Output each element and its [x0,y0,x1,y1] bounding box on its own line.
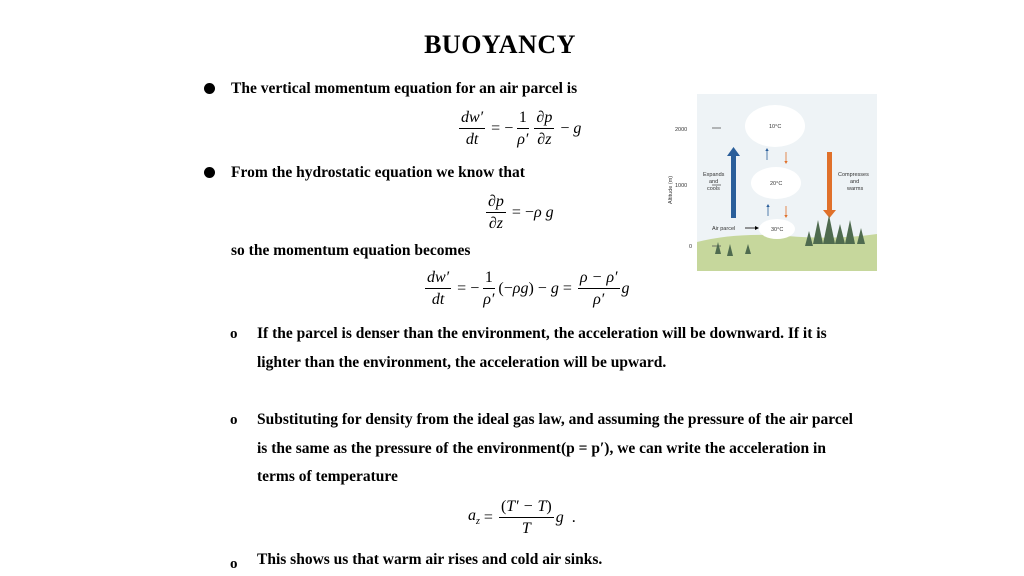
sub-point-warm-rises: This shows us that warm air rises and cold air sinks. [257,551,603,568]
axis-tick-1000: 1000 [675,183,688,189]
label-expands: Expands [703,172,725,178]
momentum-becomes-text: so the momentum equation becomes [231,242,471,259]
equation-momentum-buoyancy: $\frac{dw'}{dt}$ = − $\frac{1}{\rho'}$ (− ρg ) − g = $\frac{\rho - \rho'}{\rho'}$ g [427,269,630,308]
label-warms: warms [847,186,864,192]
bullet-dot [204,167,215,178]
label-air-parcel: Air parcel [712,226,736,232]
sub-point-ideal-gas: Substituting for density from the ideal gas law, and assuming the pressure of the air parcel is the same as the pressure of the environment(p = p′), we can write the acceleration in terms of temperature [257,411,853,485]
slide-title: BUOYANCY [424,30,576,59]
bullet-hydrostatic: From the hydrostatic equation we know that [231,164,525,181]
equation-momentum: $\frac{dw'}{dt}$ = − $\frac{1}{\rho'}$ $\frac{\partial p}{\partial z}$ − g [461,109,582,148]
label-cools: cools [707,186,720,192]
label-compresses: Compresses [838,172,869,178]
air-parcel-figure [668,94,877,271]
temp-30c: 30°C [771,227,784,233]
up-arrow-shaft [731,156,736,218]
label-and: and [850,179,860,185]
bullet-vertical-momentum: The vertical momentum equation for an air parcel is [231,80,578,97]
equation-acceleration-temperature: $a_z$ = $\frac{(T' - T)}{T}$ g . [468,498,576,537]
axis-tick-2000: 2000 [675,127,688,133]
sub-bullet-marker: o [230,326,238,342]
sub-bullet-marker: o [230,556,238,572]
axis-tick-0: 0 [689,244,693,250]
axis-label-altitude: Altitude (m) [668,175,674,204]
sub-bullet-marker: o [230,412,238,428]
temp-10c: 10°C [769,124,782,130]
down-arrow-shaft [827,152,832,210]
bullet-dot [204,83,215,94]
equation-hydrostatic: $\frac{\partial p}{\partial z}$ = − ρ g [488,193,554,232]
label-and: and [709,179,719,185]
temp-20c: 20°C [770,181,783,187]
sub-point-density: If the parcel is denser than the environment, the acceleration will be downward. If it is lighter than the environment, the acceleration will be upward. [257,325,827,371]
